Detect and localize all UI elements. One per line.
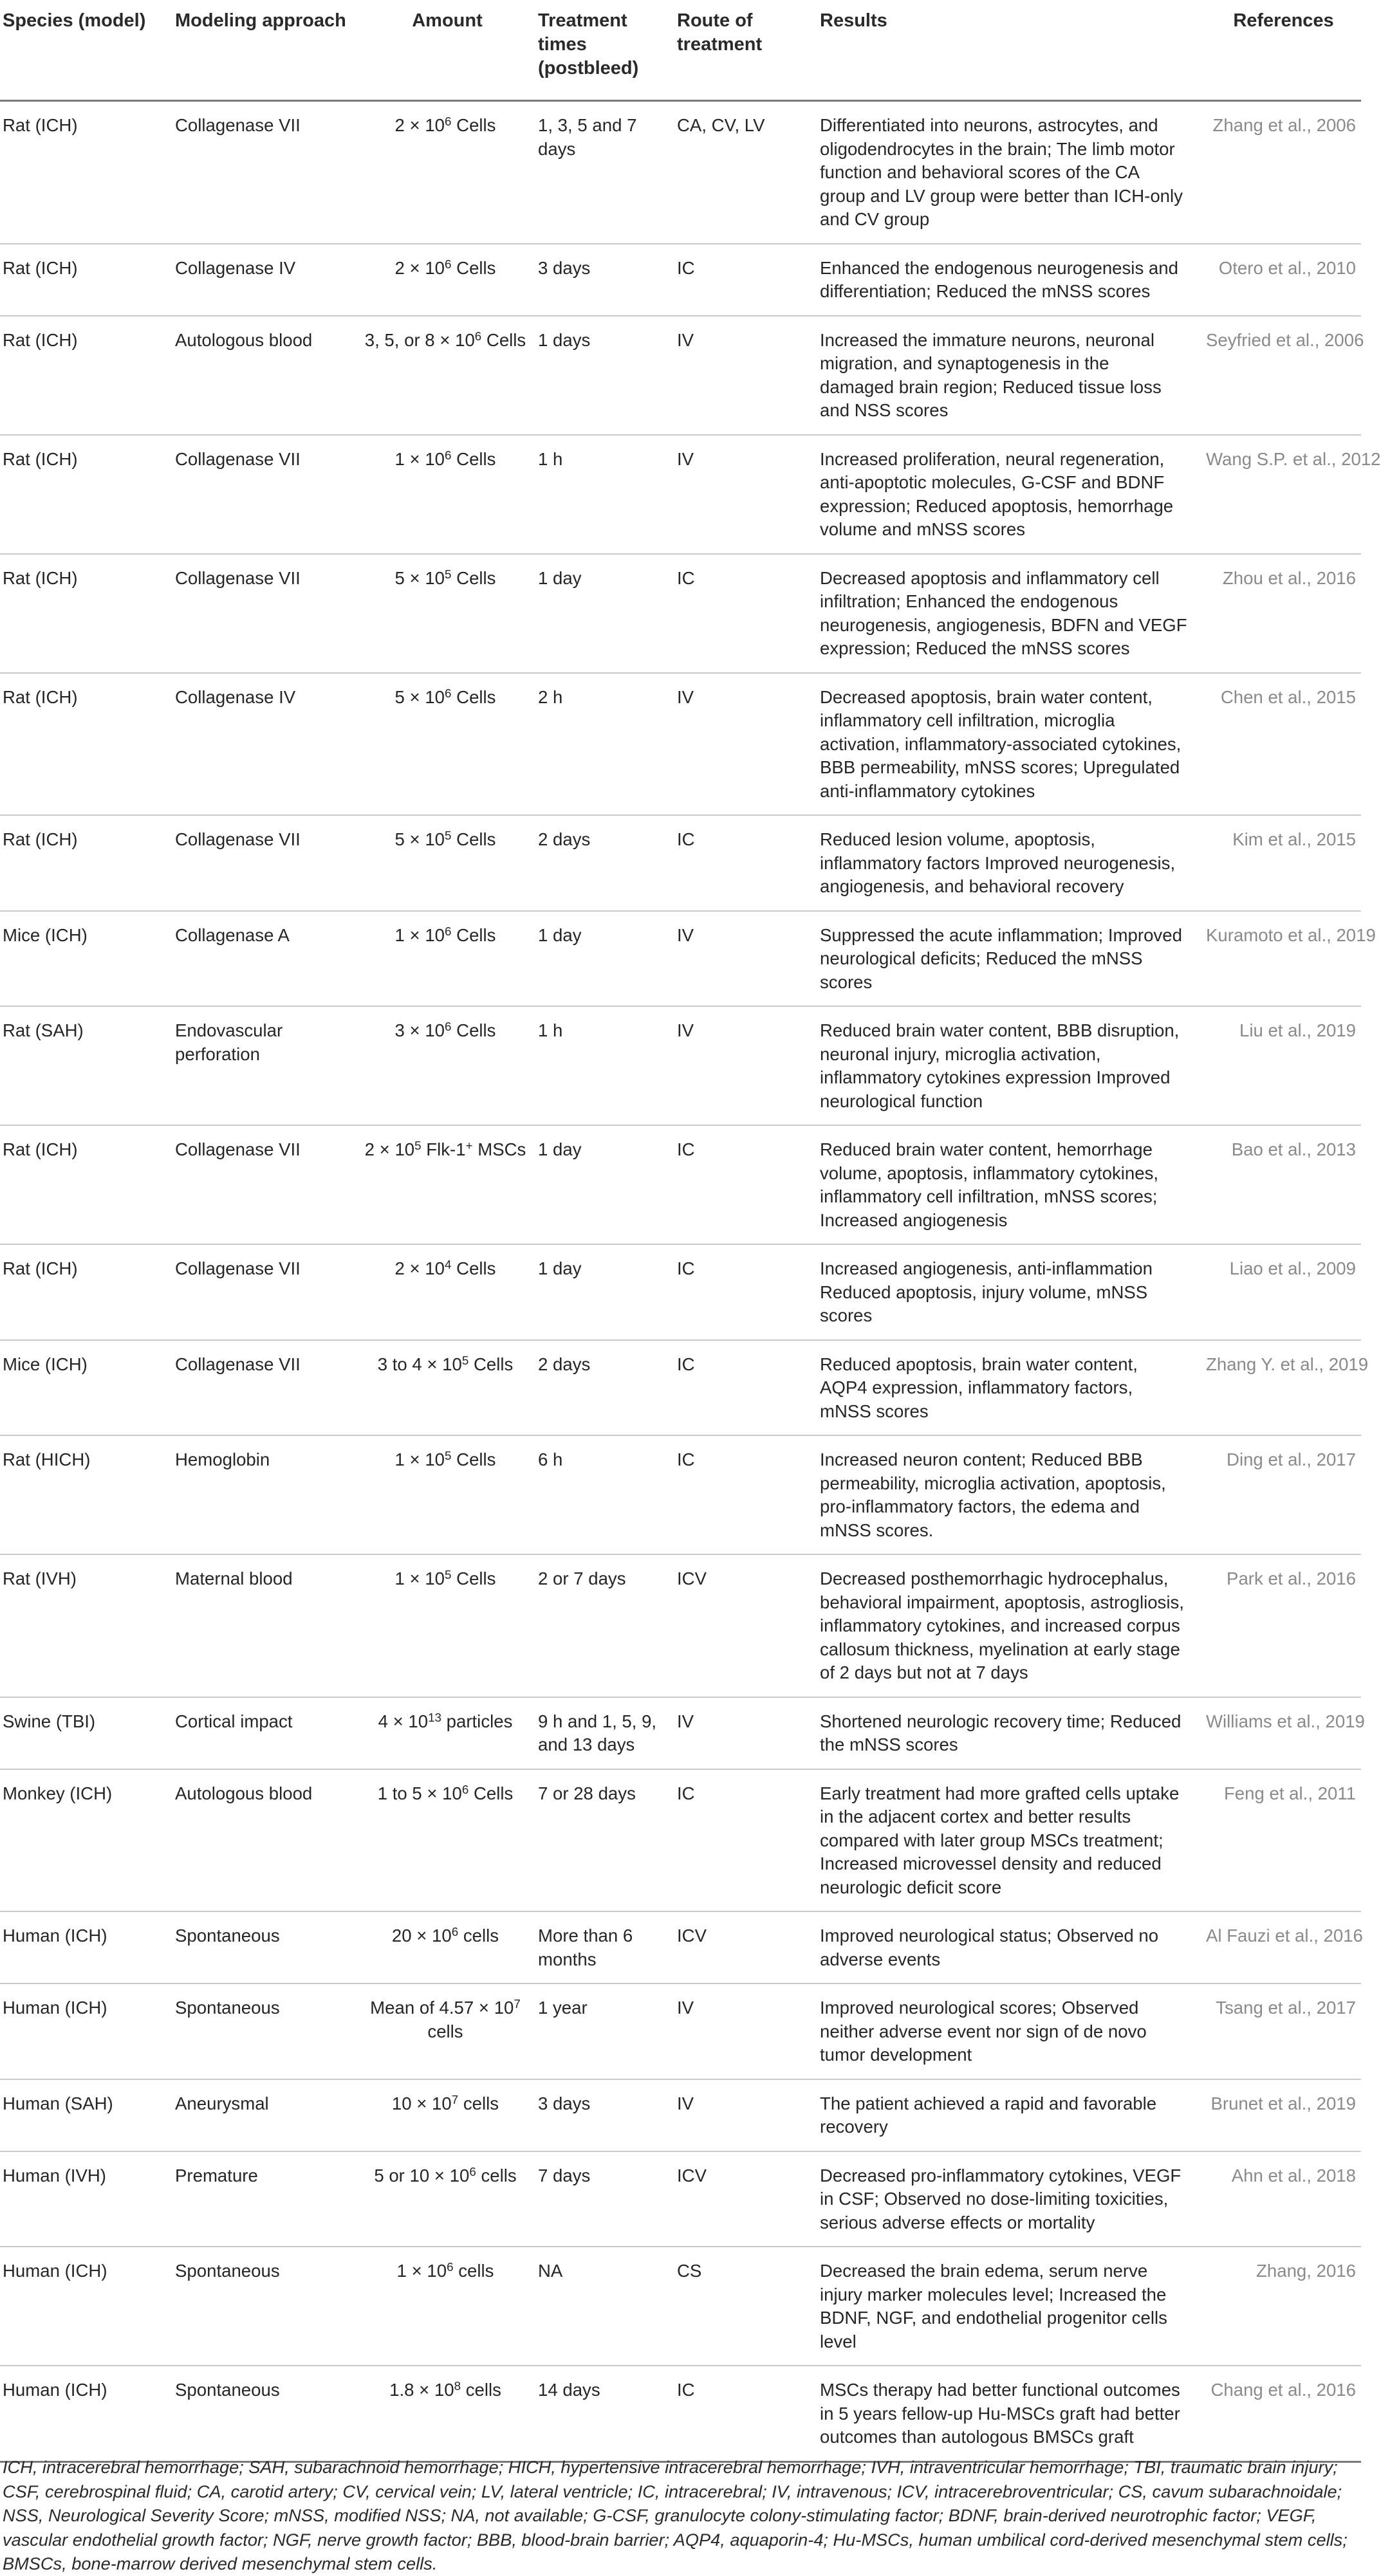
cell-modeling-approach: Spontaneous [172, 1911, 359, 1983]
cell-species: Rat (HICH) [0, 1435, 172, 1554]
table-row [0, 244, 1361, 316]
cell-route: CA, CV, LV [674, 101, 817, 244]
table-row [0, 1244, 1361, 1340]
cell-treatment-time: 1 year [535, 1983, 674, 2079]
table-row [0, 2247, 1361, 2366]
cell-results: Decreased posthemorrhagic hydrocephalus, behavioral impairment, apoptosis, astrogliosis, inflammatory cytokines, and increased corpus callosum thickness, myelination at early stage of 2 days but not at 7 days [817, 1554, 1203, 1697]
amount-exponent: 5 [445, 829, 452, 842]
cell-species: Human (ICH) [0, 2366, 172, 2461]
cell-modeling-approach: Collagenase VII [172, 1340, 359, 1436]
cell-reference: Kuramoto et al., 2019 [1203, 911, 1361, 1007]
cell-treatment-time: 1 day [535, 554, 674, 673]
amount-base: 3, 5, or 8 × 10 [364, 329, 475, 350]
cell-species: Rat (ICH) [0, 435, 172, 554]
cell-modeling-approach: Autologous blood [172, 1769, 359, 1912]
cell-results: The patient achieved a rapid and favorable recovery [817, 2079, 1203, 2151]
amount-base: 5 × 10 [394, 567, 445, 588]
table-row [0, 1125, 1361, 1244]
amount-unit: Cells [451, 829, 496, 849]
cell-modeling-approach: Collagenase VII [172, 554, 359, 673]
cell-modeling-approach: Hemoglobin [172, 1435, 359, 1554]
cell-amount [359, 554, 535, 673]
table-row [0, 815, 1361, 911]
cell-treatment-time: 7 days [535, 2151, 674, 2247]
cell-results: Increased angiogenesis, anti-inflammation Reduced apoptosis, injury volume, mNSS scores [817, 1244, 1203, 1340]
cell-amount [359, 911, 535, 1007]
cell-route: IC [674, 815, 817, 911]
cell-species: Human (ICH) [0, 1911, 172, 1983]
table-row [0, 1006, 1361, 1125]
cell-amount [359, 1340, 535, 1436]
amount-base: 1 × 10 [394, 925, 445, 945]
cell-species: Rat (ICH) [0, 1125, 172, 1244]
cell-route: IC [674, 244, 817, 316]
amount-base: 5 or 10 × 10 [374, 2165, 470, 2185]
table-footnote: ICH, intracerebral hemorrhage; SAH, subarachnoid hemorrhage; HICH, hypertensive intracerebral hemorrhage; IVH, intraventricular hemorrhage; TBI, traumatic brain injury; CSF, cerebrospinal fluid; CA, carotid artery; CV, cervical vein; LV, lateral ventricle; IC, intracerebral; IV, intravenous; ICV, intracerebroventricular; CS, cavum subarachnoidale; NSS, Neurological Severity Score; mNSS, modified NSS; NA, not available; G-CSF, granulocyte colony-stimulating factor; BDNF, brain-derived neurotrophic factor; VEGF, vascular endothelial growth factor; NGF, nerve growth factor; BBB, blood-brain barrier; AQP4, aquaporin-4; Hu-MSCs, human umbilical cord-derived mesenchymal stem cells; BMSCs, bone-marrow derived mesenchymal stem cells. [3, 2457, 1348, 2573]
amount-unit: cells [461, 2380, 501, 2400]
cell-species: Mice (ICH) [0, 1340, 172, 1436]
table-row [0, 1340, 1361, 1436]
cell-reference: Al Fauzi et al., 2016 [1203, 1911, 1361, 1983]
cell-route: IC [674, 1340, 817, 1436]
cell-treatment-time: 6 h [535, 1435, 674, 1554]
cell-results: Increased the immature neurons, neuronal migration, and synaptogenesis in the damaged brain region; Reduced tissue loss and NSS scores [817, 316, 1203, 435]
cell-reference: Otero et al., 2010 [1203, 244, 1361, 316]
cell-results: Increased neuron content; Reduced BBB permeability, microglia activation, apoptosis, pro-inflammatory factors, the edema and mNSS scores. [817, 1435, 1203, 1554]
cell-species: Swine (TBI) [0, 1697, 172, 1769]
table-row [0, 673, 1361, 816]
cell-treatment-time: 3 days [535, 244, 674, 316]
amount-base: 1 to 5 × 10 [377, 1783, 462, 1803]
cell-treatment-time: 2 h [535, 673, 674, 816]
amount-unit: particles [441, 1711, 513, 1731]
amount-unit: cells [427, 2021, 463, 2041]
table-body [0, 101, 1381, 2462]
amount-exponent: 5 [445, 1568, 452, 1581]
amount-exponent: 6 [447, 2260, 454, 2274]
amount-base: Mean of 4.57 × 10 [370, 1998, 514, 2018]
amount-base: 4 × 10 [378, 1711, 429, 1731]
cell-modeling-approach: Maternal blood [172, 1554, 359, 1697]
cell-amount [359, 2151, 535, 2247]
cell-species: Rat (ICH) [0, 101, 172, 244]
cell-species: Rat (IVH) [0, 1554, 172, 1697]
cell-amount [359, 1983, 535, 2079]
cell-results: Differentiated into neurons, astrocytes, and oligodendrocytes in the brain; The limb motor function and behavioral scores of the CA group and LV group were better than ICH-only and CV group [817, 101, 1203, 244]
table-row [0, 554, 1361, 673]
amount-exponent: 6 [445, 924, 452, 938]
cell-treatment-time: 14 days [535, 2366, 674, 2461]
cell-route: IV [674, 435, 817, 554]
table-row [0, 435, 1361, 554]
cell-modeling-approach: Aneurysmal [172, 2079, 359, 2151]
amount-base: 3 × 10 [394, 1020, 445, 1040]
cell-species: Mice (ICH) [0, 911, 172, 1007]
amount-exponent: 6 [445, 1020, 452, 1033]
cell-route: IC [674, 554, 817, 673]
amount-marker: + [465, 1139, 473, 1152]
amount-unit: Cells [468, 1354, 514, 1374]
cell-amount [359, 244, 535, 316]
amount-unit: Cells [451, 1449, 496, 1469]
cell-results: Decreased pro-inflammatory cytokines, VEGF in CSF; Observed no dose-limiting toxicities, serious adverse effects or mortality [817, 2151, 1203, 2247]
cell-species: Rat (ICH) [0, 316, 172, 435]
amount-unit: cells [458, 1926, 499, 1946]
table-row [0, 2366, 1361, 2461]
table-row [0, 1983, 1361, 2079]
amount-exponent: 6 [474, 329, 482, 343]
cell-amount [359, 1769, 535, 1912]
cell-amount [359, 2247, 535, 2366]
amount-unit: Cells [451, 925, 496, 945]
cell-treatment-time: 7 or 28 days [535, 1769, 674, 1912]
cell-treatment-time: 2 days [535, 1340, 674, 1436]
cell-route: IC [674, 1125, 817, 1244]
cell-route: IV [674, 1697, 817, 1769]
table-header [0, 0, 1361, 101]
cell-treatment-time: More than 6 months [535, 1911, 674, 1983]
amount-unit: Cells [451, 1258, 496, 1278]
cell-amount [359, 1554, 535, 1697]
amount-base: 2 × 10 [394, 115, 445, 135]
cell-species: Human (ICH) [0, 2247, 172, 2366]
cell-results: Improved neurological scores; Observed neither adverse event nor sign of de novo tumor development [817, 1983, 1203, 2079]
cell-amount [359, 435, 535, 554]
amount-unit: Cells [451, 448, 496, 469]
cell-route: IV [674, 316, 817, 435]
cell-species: Rat (ICH) [0, 1244, 172, 1340]
cell-modeling-approach: Collagenase IV [172, 673, 359, 816]
cell-amount [359, 1006, 535, 1125]
cell-treatment-time: 1 day [535, 1244, 674, 1340]
amount-exponent: 5 [445, 1449, 452, 1462]
amount-exponent: 6 [445, 686, 452, 700]
cell-treatment-time: 1 days [535, 316, 674, 435]
amount-exponent: 5 [461, 1353, 469, 1367]
cell-reference: Zhang Y. et al., 2019 [1203, 1340, 1361, 1436]
cell-modeling-approach: Endovascular perforation [172, 1006, 359, 1125]
table-row [0, 2079, 1361, 2151]
amount-unit-suffix: MSCs [472, 1139, 526, 1159]
cell-modeling-approach: Collagenase VII [172, 1244, 359, 1340]
amount-unit: Cells [451, 257, 496, 278]
header-results: Results [817, 0, 1203, 101]
amount-base: 5 × 10 [394, 829, 445, 849]
cell-reference: Liao et al., 2009 [1203, 1244, 1361, 1340]
header-amount: Amount [359, 0, 535, 101]
cell-reference: Tsang et al., 2017 [1203, 1983, 1361, 2079]
header-route: Route of treatment [674, 0, 817, 101]
header-treatment-times: Treatment times (postbleed) [535, 0, 674, 101]
cell-route: ICV [674, 2151, 817, 2247]
cell-results: Shortened neurologic recovery time; Reduced the mNSS scores [817, 1697, 1203, 1769]
amount-unit: Flk-1 [421, 1139, 466, 1159]
cell-modeling-approach: Premature [172, 2151, 359, 2247]
amount-exponent: 13 [428, 1710, 441, 1724]
cell-results: Early treatment had more grafted cells uptake in the adjacent cortex and better results compared with later group MSCs treatment; Increased microvessel density and reduced neurologic deficit score [817, 1769, 1203, 1912]
cell-route: CS [674, 2247, 817, 2366]
amount-base: 10 × 10 [391, 2093, 452, 2113]
cell-amount [359, 1911, 535, 1983]
cell-route: IC [674, 1769, 817, 1912]
table-row [0, 1435, 1361, 1554]
table-row [0, 316, 1361, 435]
cell-treatment-time: 1 day [535, 1125, 674, 1244]
amount-unit: Cells [481, 329, 526, 350]
amount-exponent: 4 [445, 1258, 452, 1271]
cell-species: Monkey (ICH) [0, 1769, 172, 1912]
cell-reference: Chen et al., 2015 [1203, 673, 1361, 816]
cell-reference: Zhang, 2016 [1203, 2247, 1361, 2366]
amount-base: 1 × 10 [396, 2261, 447, 2281]
cell-amount [359, 1244, 535, 1340]
cell-modeling-approach: Cortical impact [172, 1697, 359, 1769]
cell-amount [359, 2366, 535, 2461]
cell-modeling-approach: Autologous blood [172, 316, 359, 435]
cell-modeling-approach: Collagenase A [172, 911, 359, 1007]
cell-results: Decreased the brain edema, serum nerve injury marker molecules level; Increased the BDNF, NGF, and endothelial progenitor cells level [817, 2247, 1203, 2366]
amount-unit: Cells [468, 1783, 514, 1803]
cell-amount [359, 316, 535, 435]
header-species: Species (model) [0, 0, 172, 101]
amount-unit: cells [458, 2093, 499, 2113]
cell-results: Reduced brain water content, hemorrhage volume, apoptosis, inflammatory cytokines, inflammatory cell infiltration, mNSS scores; Increased angiogenesis [817, 1125, 1203, 1244]
amount-exponent: 6 [469, 2164, 476, 2178]
cell-species: Human (SAH) [0, 2079, 172, 2151]
cell-treatment-time: 1 h [535, 435, 674, 554]
amount-unit: cells [453, 2261, 494, 2281]
cell-reference: Feng et al., 2011 [1203, 1769, 1361, 1912]
table-row [0, 1554, 1361, 1697]
cell-amount [359, 1125, 535, 1244]
cell-species: Rat (ICH) [0, 244, 172, 316]
amount-exponent: 5 [445, 567, 452, 581]
amount-base: 2 × 10 [394, 1258, 445, 1278]
amount-base: 1 × 10 [394, 1449, 445, 1469]
amount-unit: cells [476, 2165, 517, 2185]
cell-reference: Brunet et al., 2019 [1203, 2079, 1361, 2151]
cell-treatment-time: 1 day [535, 911, 674, 1007]
cell-amount [359, 1435, 535, 1554]
cell-species: Rat (ICH) [0, 815, 172, 911]
cell-species: Rat (SAH) [0, 1006, 172, 1125]
cell-results: Decreased apoptosis, brain water content, inflammatory cell infiltration, microglia activation, inflammatory-associated cytokines, BBB permeability, mNSS scores; Upregulated anti-inflammatory cytokines [817, 673, 1203, 816]
cell-reference: Ding et al., 2017 [1203, 1435, 1361, 1554]
cell-treatment-time: 1 h [535, 1006, 674, 1125]
cell-modeling-approach: Spontaneous [172, 1983, 359, 2079]
amount-exponent: 7 [451, 2092, 459, 2106]
header-modeling-approach: Modeling approach [172, 0, 359, 101]
cell-modeling-approach: Collagenase VII [172, 435, 359, 554]
amount-base: 1.8 × 10 [389, 2380, 454, 2400]
cell-results: Reduced brain water content, BBB disruption, neuronal injury, microglia activation, inflammatory cytokines expression Improved neurological function [817, 1006, 1203, 1125]
cell-treatment-time: 9 h and 1, 5, 9, and 13 days [535, 1697, 674, 1769]
table-row [0, 1911, 1361, 1983]
amount-unit: Cells [451, 686, 496, 707]
cell-reference: Zhou et al., 2016 [1203, 554, 1361, 673]
cell-route: IV [674, 2079, 817, 2151]
cell-modeling-approach: Collagenase VII [172, 101, 359, 244]
cell-amount [359, 673, 535, 816]
cell-amount [359, 1697, 535, 1769]
cell-results: MSCs therapy had better functional outcomes in 5 years fellow-up Hu-MSCs graft had better outcomes than autologous BMSCs graft [817, 2366, 1203, 2461]
cell-route: IC [674, 1435, 817, 1554]
cell-route: IV [674, 673, 817, 816]
cell-modeling-approach: Collagenase VII [172, 815, 359, 911]
cell-results: Enhanced the endogenous neurogenesis and differentiation; Reduced the mNSS scores [817, 244, 1203, 316]
cell-amount [359, 2079, 535, 2151]
cell-reference: Wang S.P. et al., 2012 [1203, 435, 1361, 554]
amount-exponent: 6 [445, 115, 452, 128]
amount-base: 1 × 10 [394, 1569, 445, 1588]
cell-results: Decreased apoptosis and inflammatory cell infiltration; Enhanced the endogenous neurogenesis, angiogenesis, BDFN and VEGF expression; Reduced the mNSS scores [817, 554, 1203, 673]
header-references: References [1203, 0, 1361, 101]
cell-route: IV [674, 1006, 817, 1125]
amount-base: 20 × 10 [391, 1926, 452, 1946]
cell-reference: Williams et al., 2019 [1203, 1697, 1361, 1769]
cell-route: IV [674, 911, 817, 1007]
cell-amount [359, 101, 535, 244]
cell-results: Reduced apoptosis, brain water content, AQP4 expression, inflammatory factors, mNSS scores [817, 1340, 1203, 1436]
amount-exponent: 6 [461, 1782, 469, 1796]
cell-route: IC [674, 1244, 817, 1340]
cell-modeling-approach: Spontaneous [172, 2247, 359, 2366]
cell-treatment-time: 2 or 7 days [535, 1554, 674, 1697]
amount-exponent: 5 [414, 1139, 422, 1152]
cell-results: Increased proliferation, neural regeneration, anti-apoptotic molecules, G-CSF and BDNF expression; Reduced apoptosis, hemorrhage volume and mNSS scores [817, 435, 1203, 554]
amount-exponent: 7 [514, 1997, 521, 2010]
cell-reference: Park et al., 2016 [1203, 1554, 1361, 1697]
amount-unit: Cells [451, 567, 496, 588]
cell-results: Suppressed the acute inflammation; Improved neurological deficits; Reduced the mNSS scores [817, 911, 1203, 1007]
amount-unit: Cells [451, 115, 496, 135]
cell-reference: Liu et al., 2019 [1203, 1006, 1361, 1125]
amount-base: 5 × 10 [394, 686, 445, 707]
cell-results: Reduced lesion volume, apoptosis, inflammatory factors Improved neurogenesis, angiogenesis, and behavioral recovery [817, 815, 1203, 911]
cell-reference: Zhang et al., 2006 [1203, 101, 1361, 244]
table-row [0, 1769, 1361, 1912]
cell-route: ICV [674, 1911, 817, 1983]
cell-reference: Seyfried et al., 2006 [1203, 316, 1361, 435]
cell-species: Rat (ICH) [0, 554, 172, 673]
header-row [0, 0, 1361, 101]
table-row [0, 1697, 1361, 1769]
cell-treatment-time: 2 days [535, 815, 674, 911]
amount-exponent: 6 [451, 1925, 459, 1938]
amount-base: 1 × 10 [394, 448, 445, 469]
amount-unit: Cells [451, 1020, 496, 1040]
cell-results: Improved neurological status; Observed no adverse events [817, 1911, 1203, 1983]
cell-route: IC [674, 2366, 817, 2461]
cell-species: Human (ICH) [0, 1983, 172, 2079]
cell-species: Human (IVH) [0, 2151, 172, 2247]
cell-treatment-time: 3 days [535, 2079, 674, 2151]
cell-reference: Kim et al., 2015 [1203, 815, 1361, 911]
cell-treatment-time: NA [535, 2247, 674, 2366]
cell-species: Rat (ICH) [0, 673, 172, 816]
amount-exponent: 6 [445, 257, 452, 271]
cell-reference: Bao et al., 2013 [1203, 1125, 1361, 1244]
table-row [0, 101, 1361, 244]
cell-treatment-time: 1, 3, 5 and 7 days [535, 101, 674, 244]
cell-modeling-approach: Spontaneous [172, 2366, 359, 2461]
cell-modeling-approach: Collagenase IV [172, 244, 359, 316]
cell-reference: Ahn et al., 2018 [1203, 2151, 1361, 2247]
cell-route: IV [674, 1983, 817, 2079]
table-row [0, 2151, 1361, 2247]
table-row [0, 911, 1361, 1007]
amount-base: 2 × 10 [394, 257, 445, 278]
amount-base: 2 × 10 [364, 1139, 415, 1159]
cell-modeling-approach: Collagenase VII [172, 1125, 359, 1244]
amount-exponent: 8 [454, 2379, 461, 2393]
amount-exponent: 6 [445, 448, 452, 462]
cell-route: ICV [674, 1554, 817, 1697]
amount-unit: Cells [451, 1569, 496, 1588]
amount-base: 3 to 4 × 10 [377, 1354, 462, 1374]
cell-amount [359, 815, 535, 911]
cell-reference: Chang et al., 2016 [1203, 2366, 1361, 2461]
